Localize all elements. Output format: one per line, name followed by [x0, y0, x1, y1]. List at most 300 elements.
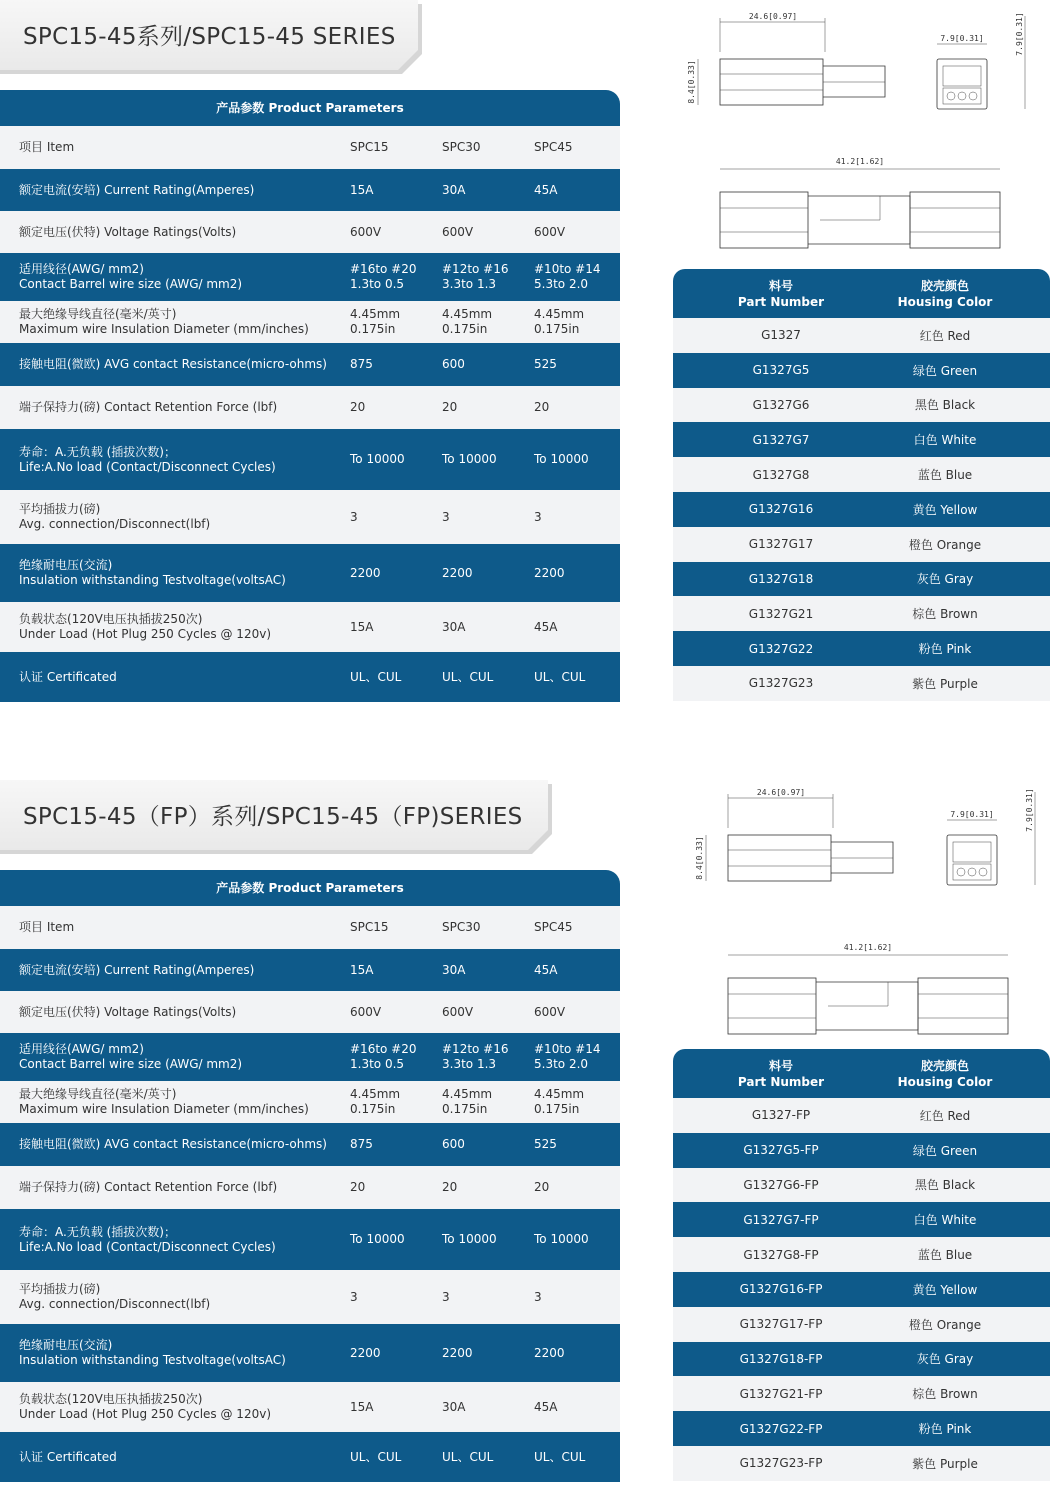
label-line: 端子保持力(磅) Contact Retention Force (lbf): [19, 400, 278, 414]
color-row: [673, 1237, 1050, 1272]
part-number: G1327G16-FP: [739, 1282, 823, 1297]
dimension-label: 7.9[0.31]: [950, 810, 994, 819]
parameter-value: [534, 343, 624, 386]
value-line: 30A: [442, 1399, 466, 1414]
housing-color: 黑色 Black: [914, 1178, 976, 1193]
label-line: 平均插拔力(磅): [19, 1282, 101, 1296]
parameter-value: [350, 169, 440, 211]
part-number: G1327G18-FP: [739, 1351, 823, 1366]
header-line: Part Number: [737, 1075, 825, 1089]
header-line: Part Number: [737, 295, 825, 309]
value-line: UL、CUL: [442, 1449, 494, 1464]
parameter-label: [19, 544, 339, 602]
parameter-label: [19, 991, 339, 1033]
parameter-value: [442, 1166, 532, 1209]
label-line: 额定电压(伏特) Voltage Ratings(Volts): [19, 224, 237, 239]
part-number: G1327G8-FP: [743, 1247, 819, 1262]
housing-color: 灰色 Gray: [916, 1352, 974, 1367]
value-line: 2200: [350, 1345, 381, 1360]
table-row: [0, 652, 620, 702]
dimension-label: 8.4[0.33]: [695, 836, 704, 880]
value-line: 20: [534, 400, 550, 414]
header-line: 料号: [768, 279, 793, 293]
part-number: G1327G17-FP: [739, 1317, 823, 1332]
housing-color: 粉色 Pink: [918, 642, 972, 657]
dimension-label: 7.9[0.31]: [1025, 788, 1034, 832]
parameter-label: [19, 386, 339, 429]
part-number: G1327G5-FP: [743, 1143, 819, 1158]
value-line: 600V: [350, 224, 382, 239]
parameter-value: [534, 1166, 624, 1209]
value-line: UL、CUL: [442, 669, 494, 684]
value-line: UL、CUL: [350, 1449, 402, 1464]
series-title: SPC15-45系列/SPC15-45 SERIES: [23, 24, 396, 50]
housing-color: 橙色 Orange: [908, 537, 982, 552]
value-line: 875: [350, 1137, 373, 1151]
value-line: 4.45mm: [442, 1087, 493, 1101]
color-row: [673, 631, 1050, 666]
parameter-value: [350, 490, 440, 544]
housing-color: 蓝色 Blue: [917, 468, 973, 483]
table-row: [0, 386, 620, 429]
label-line: 适用线径(AWG/ mm2): [19, 262, 144, 276]
color-row: [673, 318, 1050, 353]
value-line: UL、CUL: [534, 669, 586, 684]
parameter-value: [442, 386, 532, 429]
value-line: 15A: [350, 619, 374, 634]
parameter-label: [19, 253, 339, 301]
parameter-value: [534, 1081, 624, 1123]
parameter-value: [350, 1033, 440, 1081]
part-number: G1327G7-FP: [743, 1212, 819, 1227]
label-line: Under Load (Hot Plug 250 Cycles @ 120v): [19, 627, 271, 641]
parameter-value: [442, 949, 532, 991]
parameter-value: [442, 652, 532, 702]
table-row: [0, 1432, 620, 1482]
color-row: [673, 527, 1050, 562]
value-line: 4.45mm: [534, 307, 585, 321]
parameter-value: [350, 343, 440, 386]
parameter-value: [350, 211, 440, 253]
parameter-label: [19, 490, 339, 544]
parameter-label: [19, 343, 339, 386]
parameter-label: [19, 1432, 339, 1482]
parameter-value: [534, 253, 624, 301]
parameter-value: [534, 1432, 624, 1482]
parameter-value: [442, 1324, 532, 1382]
parameter-value: [350, 544, 440, 602]
value-line: 0.175in: [442, 1102, 488, 1116]
parameter-value: [534, 1382, 624, 1432]
part-number: G1327G8: [752, 467, 810, 482]
table-row: [0, 211, 620, 253]
column-header: SPC45: [534, 920, 573, 934]
header-line: Housing Color: [897, 1075, 993, 1089]
value-line: 525: [534, 357, 557, 371]
label-line: Insulation withstanding Testvoltage(voltsAC): [19, 1353, 286, 1367]
part-number: G1327G21-FP: [739, 1386, 823, 1401]
parameter-label: [19, 1324, 339, 1382]
value-line: UL、CUL: [534, 1449, 586, 1464]
value-line: 0.175in: [534, 1102, 580, 1116]
value-line: 30A: [442, 962, 466, 977]
value-line: 525: [534, 1137, 557, 1151]
table-row: [0, 169, 620, 211]
parameter-value: [534, 544, 624, 602]
value-line: 875: [350, 357, 373, 371]
value-line: To 10000: [534, 1232, 589, 1246]
parameter-label: [19, 211, 339, 253]
value-line: 1.3to 0.5: [350, 1057, 405, 1071]
parameter-value: [534, 386, 624, 429]
parameter-value: [534, 211, 624, 253]
dimension-label: 41.2[1.62]: [843, 943, 893, 952]
label-line: 额定电压(伏特) Voltage Ratings(Volts): [19, 1004, 237, 1019]
value-line: 5.3to 2.0: [534, 277, 589, 291]
part-number-header: [701, 1058, 861, 1090]
connector-drawing: [675, 4, 1050, 270]
parameter-label: [19, 1123, 339, 1166]
value-line: To 10000: [350, 1232, 405, 1246]
parameter-value: [442, 429, 532, 490]
table-row: [0, 1123, 620, 1166]
label-line: 认证 Certificated: [19, 669, 117, 684]
value-line: 20: [442, 400, 458, 414]
part-number-header: [701, 278, 861, 310]
value-line: 20: [350, 1180, 366, 1194]
parameter-value: [350, 1209, 440, 1270]
parameters-header: 产品参数 Product Parameters: [0, 90, 620, 126]
table-row: [0, 1081, 620, 1123]
parameter-label: [19, 652, 339, 702]
parameter-label: [19, 602, 339, 652]
series-title: SPC15-45（FP）系列/SPC15-45（FP)SERIES: [23, 804, 523, 830]
column-header: SPC15: [350, 920, 389, 934]
value-line: 600V: [534, 224, 566, 239]
parameter-value: [350, 949, 440, 991]
parameter-value: [534, 1324, 624, 1382]
housing-color-header: [865, 1058, 1025, 1090]
housing-color: 灰色 Gray: [916, 572, 974, 587]
color-row: [673, 1272, 1050, 1307]
dimension-label: 41.2[1.62]: [835, 157, 885, 166]
color-table-header: [673, 1049, 1050, 1098]
table-row: [0, 1382, 620, 1432]
value-line: 3: [534, 1289, 542, 1304]
value-line: #12to #16: [442, 1042, 509, 1056]
dimension-label: 24.6[0.97]: [748, 12, 798, 21]
parameter-value: [534, 949, 624, 991]
table-row: [0, 126, 620, 169]
parameter-label: [19, 1209, 339, 1270]
table-row: [0, 1033, 620, 1081]
housing-color: 黑色 Black: [914, 398, 976, 413]
value-line: 0.175in: [350, 1102, 396, 1116]
table-row: [0, 991, 620, 1033]
value-line: 600V: [442, 1004, 474, 1019]
parameter-value: [350, 602, 440, 652]
label-line: 最大绝缘导线直径(毫米/英寸): [19, 1087, 177, 1101]
parameter-value: [442, 1209, 532, 1270]
table-row: [0, 1166, 620, 1209]
parameter-value: [350, 991, 440, 1033]
label-line: Contact Barrel wire size (AWG/ mm2): [19, 277, 243, 291]
label-line: 平均插拔力(磅): [19, 502, 101, 516]
housing-color: 紫色 Purple: [912, 1456, 978, 1471]
parameter-value: [350, 386, 440, 429]
parameter-value: [442, 169, 532, 211]
parameter-value: [442, 1270, 532, 1324]
label-line: Avg. connection/Disconnect(lbf): [19, 517, 211, 531]
part-number: G1327G22: [748, 641, 814, 656]
housing-color: 白色 White: [913, 1213, 977, 1228]
column-header: SPC15: [350, 140, 389, 154]
parameter-value: [442, 1033, 532, 1081]
housing-color: 绿色 Green: [912, 363, 978, 378]
parameter-value: [350, 429, 440, 490]
value-line: 20: [534, 1180, 550, 1194]
parameter-value: [534, 301, 624, 343]
table-row: [0, 949, 620, 991]
parameter-label: [19, 949, 339, 991]
label-line: 额定电流(安培) Current Rating(Amperes): [19, 182, 255, 197]
parameter-value: [534, 1123, 624, 1166]
part-number: G1327G7: [752, 432, 810, 447]
part-number: G1327G21: [748, 606, 814, 621]
parameter-label: [19, 1382, 339, 1432]
parameter-label: [19, 1166, 339, 1209]
label-line: Under Load (Hot Plug 250 Cycles @ 120v): [19, 1407, 271, 1421]
parameter-value: [442, 1432, 532, 1482]
dimension-label: 8.4[0.33]: [687, 60, 696, 104]
color-row: [673, 1133, 1050, 1168]
column-header: 项目 Item: [19, 140, 75, 154]
color-row: [673, 388, 1050, 423]
housing-color: 黄色 Yellow: [912, 502, 978, 517]
label-line: 端子保持力(磅) Contact Retention Force (lbf): [19, 1180, 278, 1194]
part-number: G1327G23-FP: [739, 1456, 823, 1471]
color-row: [673, 1411, 1050, 1446]
header-line: 胶壳颜色: [920, 279, 969, 293]
value-line: 3: [534, 509, 542, 524]
table-row: [0, 490, 620, 544]
label-line: 寿命：A.无负载 (插拔次数)；: [19, 444, 176, 459]
label-line: 负载状态(120V电压执插拔250次): [19, 1392, 203, 1406]
color-row: [673, 666, 1050, 701]
label-line: 额定电流(安培) Current Rating(Amperes): [19, 962, 255, 977]
value-line: 3: [442, 509, 450, 524]
parameter-value: [534, 652, 624, 702]
value-line: 45A: [534, 619, 558, 634]
table-row: [0, 253, 620, 301]
color-row: [673, 422, 1050, 457]
header-line: 胶壳颜色: [920, 1059, 969, 1073]
parameter-value: [442, 301, 532, 343]
label-line: Contact Barrel wire size (AWG/ mm2): [19, 1057, 243, 1071]
value-line: 4.45mm: [350, 1087, 401, 1101]
value-line: 4.45mm: [442, 307, 493, 321]
dimension-label: 24.6[0.97]: [756, 788, 806, 797]
parameters-table: [0, 870, 620, 1482]
column-header: 项目 Item: [19, 920, 75, 934]
label-line: Insulation withstanding Testvoltage(voltsAC): [19, 573, 286, 587]
parameter-value: [534, 1209, 624, 1270]
value-line: 2200: [534, 565, 565, 580]
housing-color-table: [673, 269, 1050, 701]
value-line: 600V: [350, 1004, 382, 1019]
value-line: 0.175in: [350, 322, 396, 336]
color-row: [673, 1446, 1050, 1481]
connector-drawing: [675, 780, 1050, 1046]
color-table-header: [673, 269, 1050, 318]
value-line: #10to #14: [534, 262, 601, 276]
housing-color: 棕色 Brown: [912, 1387, 978, 1402]
table-row: [0, 1324, 620, 1382]
part-number: G1327G5: [752, 363, 810, 378]
parameter-label: [19, 1033, 339, 1081]
part-number: G1327-FP: [751, 1108, 811, 1123]
part-number: G1327G22-FP: [739, 1421, 823, 1436]
value-line: 3.3to 1.3: [442, 277, 497, 291]
value-line: #16to #20: [350, 262, 417, 276]
label-line: 接触电阻(微欧) AVG contact Resistance(micro-ohms): [19, 357, 327, 371]
part-number: G1327: [761, 328, 801, 343]
label-line: 绝缘耐电压(交流): [19, 558, 113, 572]
value-line: 15A: [350, 962, 374, 977]
housing-color: 粉色 Pink: [918, 1422, 972, 1437]
value-line: 0.175in: [534, 322, 580, 336]
column-header: SPC45: [534, 140, 573, 154]
parameter-value: [442, 1382, 532, 1432]
value-line: 20: [350, 400, 366, 414]
label-line: 认证 Certificated: [19, 1449, 117, 1464]
part-number: G1327G16: [748, 502, 814, 517]
table-row: [0, 906, 620, 949]
value-line: UL、CUL: [350, 669, 402, 684]
value-line: 2200: [534, 1345, 565, 1360]
parameter-value: [534, 169, 624, 211]
housing-color: 黄色 Yellow: [912, 1282, 978, 1297]
dimension-label: 7.9[0.31]: [1015, 12, 1024, 56]
parameter-value: [442, 1123, 532, 1166]
label-line: Maximum wire Insulation Diameter (mm/inches): [19, 1102, 309, 1116]
label-line: Life:A.No load (Contact/Disconnect Cycles): [19, 459, 276, 474]
series-banner: [0, 0, 428, 74]
dimension-label: 7.9[0.31]: [940, 34, 984, 43]
value-line: To 10000: [442, 1232, 497, 1246]
parameter-value: [350, 1081, 440, 1123]
value-line: To 10000: [350, 452, 405, 466]
parameter-value: [350, 652, 440, 702]
parameter-label: [19, 1081, 339, 1123]
header-line: Housing Color: [897, 295, 993, 309]
value-line: 2200: [442, 565, 473, 580]
value-line: To 10000: [534, 452, 589, 466]
value-line: 4.45mm: [534, 1087, 585, 1101]
table-row: [0, 602, 620, 652]
value-line: 30A: [442, 619, 466, 634]
parameter-value: [442, 211, 532, 253]
value-line: 0.175in: [442, 322, 488, 336]
housing-color-header: [865, 278, 1025, 310]
column-header: SPC30: [442, 920, 481, 934]
value-line: 15A: [350, 182, 374, 197]
color-row: [673, 1307, 1050, 1342]
housing-color: 红色 Red: [919, 1108, 971, 1123]
housing-color: 蓝色 Blue: [917, 1248, 973, 1263]
color-row: [673, 1342, 1050, 1377]
parameter-value: [350, 1432, 440, 1482]
color-row: [673, 1202, 1050, 1237]
parameter-value: [534, 429, 624, 490]
label-line: 寿命：A.无负载 (插拔次数)；: [19, 1224, 176, 1239]
housing-color: 白色 White: [913, 433, 977, 448]
color-row: [673, 457, 1050, 492]
parameters-header: 产品参数 Product Parameters: [0, 870, 620, 906]
value-line: #10to #14: [534, 1042, 601, 1056]
parameter-value: [350, 1270, 440, 1324]
parameter-value: [350, 301, 440, 343]
series-banner: [0, 780, 558, 854]
table-row: [0, 1209, 620, 1270]
parameter-value: [442, 1081, 532, 1123]
parameter-value: [442, 343, 532, 386]
parameter-value: [534, 602, 624, 652]
value-line: 600: [442, 357, 465, 371]
value-line: 3: [442, 1289, 450, 1304]
parameter-value: [350, 1324, 440, 1382]
label-line: 适用线径(AWG/ mm2): [19, 1042, 144, 1056]
parameter-value: [350, 1123, 440, 1166]
parameter-value: [534, 1033, 624, 1081]
parameter-value: [442, 991, 532, 1033]
value-line: 30A: [442, 182, 466, 197]
parameter-value: [442, 602, 532, 652]
color-row: [673, 1376, 1050, 1411]
value-line: 3: [350, 509, 358, 524]
parameter-value: [534, 991, 624, 1033]
parameter-value: [350, 1382, 440, 1432]
housing-color: 红色 Red: [919, 328, 971, 343]
value-line: 600V: [442, 224, 474, 239]
label-line: 绝缘耐电压(交流): [19, 1338, 113, 1352]
value-line: 20: [442, 1180, 458, 1194]
table-row: [0, 1270, 620, 1324]
value-line: 4.45mm: [350, 307, 401, 321]
color-row: [673, 1168, 1050, 1203]
value-line: 1.3to 0.5: [350, 277, 405, 291]
housing-color: 橙色 Orange: [908, 1317, 982, 1332]
table-row: [0, 301, 620, 343]
label-line: 接触电阻(微欧) AVG contact Resistance(micro-ohms): [19, 1137, 327, 1151]
value-line: To 10000: [442, 452, 497, 466]
color-row: [673, 596, 1050, 631]
part-number: G1327G17: [748, 537, 814, 552]
parameter-label: [19, 429, 339, 490]
label-line: 最大绝缘导线直径(毫米/英寸): [19, 307, 177, 321]
value-line: 15A: [350, 1399, 374, 1414]
column-header: SPC30: [442, 140, 481, 154]
part-number: G1327G18: [748, 571, 814, 586]
value-line: 45A: [534, 182, 558, 197]
header-line: 料号: [768, 1059, 793, 1073]
parameter-value: [534, 1270, 624, 1324]
parameter-label: [19, 301, 339, 343]
label-line: Avg. connection/Disconnect(lbf): [19, 1297, 211, 1311]
parameter-value: [350, 1166, 440, 1209]
housing-color: 棕色 Brown: [912, 607, 978, 622]
table-row: [0, 343, 620, 386]
